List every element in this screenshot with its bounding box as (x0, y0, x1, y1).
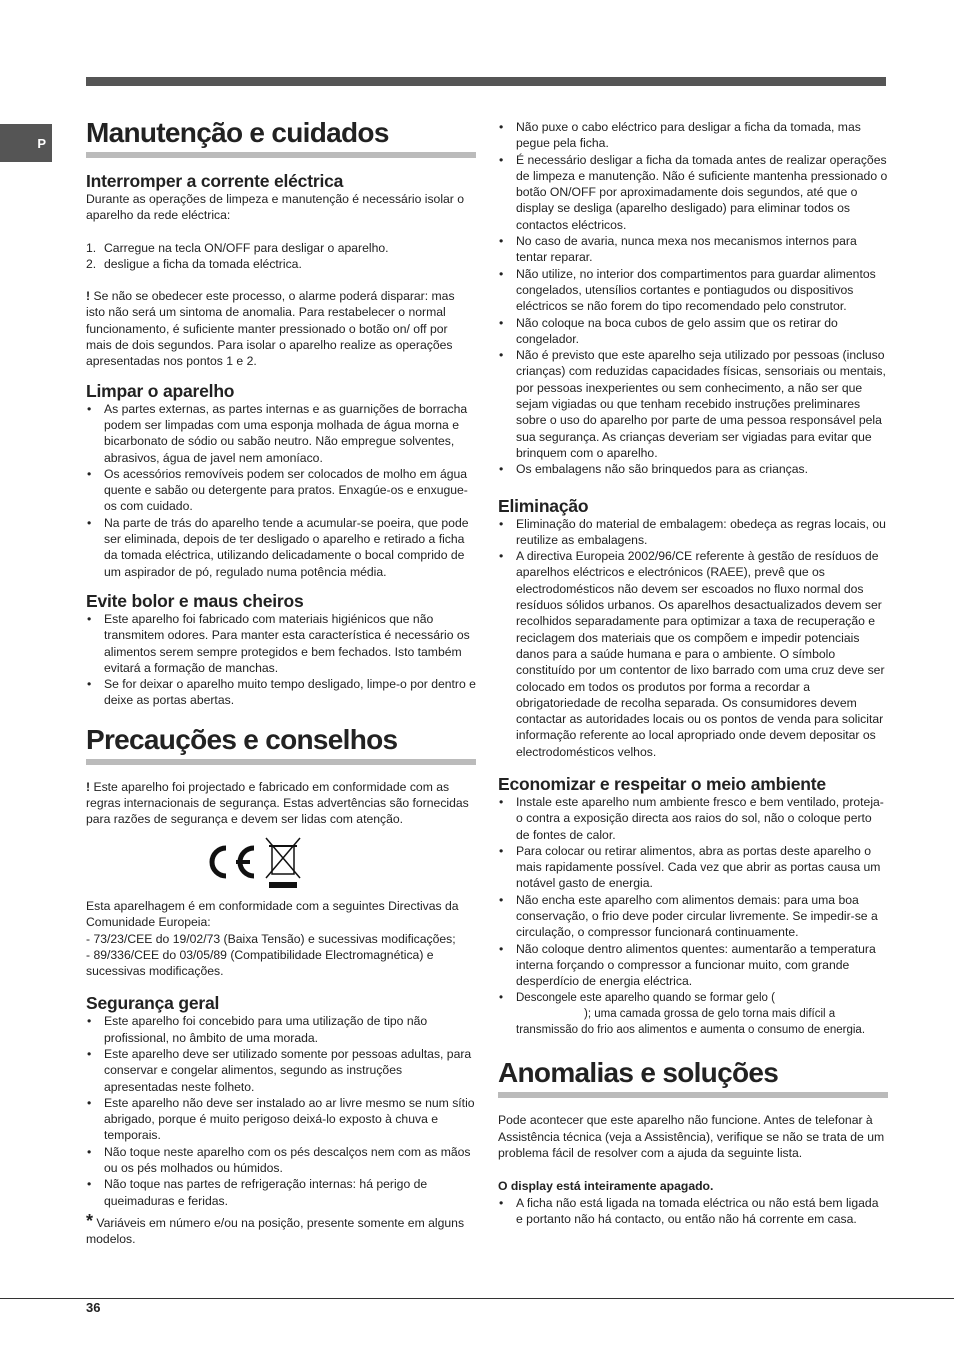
warning-mark: ! (86, 289, 91, 304)
bolor-list (86, 611, 476, 709)
anomalias-list (498, 1195, 888, 1228)
precaucoes-right-list (498, 119, 888, 478)
list-item: • Eliminação do material de embalagem: obedeça as regras locais, ou reutilize as embalagens. (498, 516, 888, 549)
list-item: • Não utilize, no interior dos compartimentos para guardar alimentos congelados, utensílios cortantes e pontiagudos ou dispositivos eléctricos se não forem do tipo recomendado pelo construtor. (498, 266, 888, 315)
directive-1: - 73/23/CEE do 19/02/73 (Baixa Tensão) e sucessivas modificações; (86, 931, 456, 946)
limpar-list (86, 401, 476, 580)
list-item: 2. desligue a ficha da tomada eléctrica. (86, 256, 302, 271)
footnote-mark: * (86, 1210, 94, 1231)
list-item: • A ficha não está ligada na tomada eléctrica ou não está bem ligada e portanto não há contacto, ou então não há corrente em casa. (498, 1195, 888, 1228)
precaucoes-warning: ! Este aparelho foi projectado e fabricado em conformidade com as regras internacionais de segurança. Estas advertências são fornecidas para razões de segurança e devem ser lidas com atenção. (86, 779, 469, 827)
list-item: 1. Carregue na tecla ON/OFF para desligar o aparelho. (86, 240, 389, 255)
list-item: • Não encha este aparelho com alimentos demais: para uma boa conservação, o frio deve poder circular livremente. Se impedir-se a circulação, o compressor funcionará continuamente. (498, 892, 888, 941)
directive-2: - 89/336/CEE do 03/05/89 (Compatibilidade Electromagnética) e sucessivas modificações. (86, 947, 434, 979)
interromper-steps (86, 240, 476, 273)
list-item: • Não toque neste aparelho com os pés descalços nem com as mãos ou os pés molhados ou húmidos. (86, 1144, 476, 1177)
heading-interromper: Interromper a corrente eléctrica (86, 171, 344, 191)
interromper-warning: ! Se não se obedecer este processo, o alarme poderá disparar: mas isto não será um sintoma de anomalia. Para restabelecer o normal funcionamento, é suficiente manter pressionado o botão on/ off por mais de dois segundos. Para isolar o aparelho realize as operações apresentadas nos pontos 1 e 2. (86, 289, 455, 369)
heading-economizar: Economizar e respeitar o meio ambiente (498, 773, 826, 794)
footer-rule (0, 1298, 954, 1299)
warning-mark: ! (86, 779, 91, 794)
footnote: * Variáveis em número e/ou na posição, presente somente em alguns modelos. (86, 1210, 465, 1247)
anomalias-intro: Pode acontecer que este aparelho não funcione. Antes de telefonar à Assistência técnica (veja a Assistência), verifique se não se trata de um problema fácil de resolver com a ajuda da seguinte lista. (498, 1113, 885, 1161)
interromper-intro: Durante as operações de limpeza e manutenção é necessário isolar o aparelho da rede eléctrica: (86, 192, 465, 223)
left-column (86, 116, 476, 1248)
list-item: • As partes externas, as partes internas e as guarnições de borracha podem ser limpadas com uma esponja molhada de água morna e bicarbonato de sódio ou sabão neutro. Não empregue solventes, abrasivos, água de javel nem amoníaco. (86, 401, 476, 466)
heading-seguranca: Segurança geral (86, 993, 220, 1014)
top-bar (86, 77, 886, 86)
crossed-bin-icon (266, 838, 300, 888)
list-item: • Não coloque dentro alimentos quentes: aumentarão a temperatura interna forçando o compressor a funcionar muito, com grande desperdício de energia eléctrica. (498, 941, 888, 990)
list-item: • Os acessórios removíveis podem ser colocados de molho em água quente e sabão ou detergente para pratos. Enxagúe-os e enxugue-os com cuidado. (86, 466, 476, 515)
list-item: • Este aparelho foi concebido para uma utilização de tipo não profissional, no âmbito de uma morada. (86, 1013, 476, 1046)
eliminacao-list (498, 516, 888, 760)
page-number: 36 (86, 1300, 101, 1315)
economizar-list (498, 794, 888, 1038)
heading-eliminacao: Eliminação (498, 495, 589, 516)
section-title-manutencao: Manutenção e cuidados (86, 116, 476, 158)
seguranca-list (86, 1013, 476, 1209)
list-item: • Este aparelho deve ser utilizado somente por pessoas adultas, para conservar e congelar alimentos, segundo as instruções apresentadas neste folheto. (86, 1046, 476, 1095)
heading-bolor: Evite bolor e maus cheiros (86, 590, 304, 611)
list-item: • Descongele este aparelho quando se formar gelo ( ); uma camada grossa de gelo torna mais difícil a transmissão do frio aos alimentos e aumenta o consumo de energia. (498, 990, 888, 1039)
list-item: • Não puxe o cabo eléctrico para desligar a ficha da tomada, mas pegue pela ficha. (498, 119, 888, 152)
section-title-precaucoes: Precauções e conselhos (86, 723, 476, 765)
list-item: • É necessário desligar a ficha da tomada antes de realizar operações de limpeza e manutenção. Não é suficiente mantenha pressionado o botão ON/OFF por aproximadamente dois segundos, até que o display se desliga (aparelho desligado) para eliminar todos os contactos eléctricos. (498, 152, 888, 233)
list-item: • Não é previsto que este aparelho seja utilizado por pessoas (incluso crianças) com reduzidas capacidades físicas, sensoriais ou mentais, por pessoas inexperientes ou sem conhecimento, a não ser que sejam vigiadas ou que tenham recebido instruções preliminares sobre o uso do aparelho por parte de uma pessoa responsável pela sua segurança. As crianças deveriam ser vigiadas para evitar que brinquem com o aparelho. (498, 347, 888, 461)
problem-heading: O display está inteiramente apagado. (498, 1179, 714, 1194)
list-item: • A directiva Europeia 2002/96/CE referente à gestão de resíduos de aparelhos eléctricos e electrónicos (RAEE), prevê que os electrodomésticos não devem ser escoados no fluxo normal dos resíduos sólidos urbanos. Os aparelhos desactualizados devem ser recolhidos separadamente para optimizar a taxa de recuperação e reciclagem dos materiais que os compõem e impedir potenciais danos para a saúde humana e para o ambiente. O símbolo constituído por um contentor de lixo barrado com uma cruz deve ser colocado em todos os produtos por forma a recordar a obrigatoriedade de recolha separada. Os consumidores devem contactar as autoridades locais ou os pontos de venda para solicitar informação referente ao local apropriado onde devem depositar os electrodomésticos velhos. (498, 548, 888, 760)
list-item: • Os embalagens não são brinquedos para as crianças. (498, 461, 888, 477)
directives-intro: Esta aparelhagem é em conformidade com a seguintes Directivas da Comunidade Europeia: (86, 898, 459, 930)
list-item: • Este aparelho foi fabricado com materiais higiénicos que não transmitem odores. Para manter esta característica é necessário os alimentos serem sempre protegidos e bem fechados. Isto também evitará a formação de manchas. (86, 611, 476, 676)
list-item: • Na parte de trás do aparelho tende a acumular-se poeira, que pode ser eliminada, depois de ter desligado o aparelho e retirado a ficha da tomada eléctrica, utilizando delicadamente o bocal comprido de um aspirador de pó, regulado numa potência média. (86, 515, 476, 580)
list-item: • Para colocar ou retirar alimentos, abra as portas deste aparelho o mais rapidamente possível. Cada vez que abrir as portas causa um notável gasto de energia. (498, 843, 888, 892)
heading-limpar: Limpar o aparelho (86, 380, 235, 401)
list-item: • Se for deixar o aparelho muito tempo desligado, limpe-o por dentro e deixe as portas abertas. (86, 676, 476, 709)
section-title-anomalias: Anomalias e soluções (498, 1056, 888, 1098)
right-column (498, 119, 888, 1227)
list-item: • No caso de avaria, nunca mexa nos mecanismos internos para tentar reparar. (498, 233, 888, 266)
list-item: • Este aparelho não deve ser instalado ao ar livre mesmo se num sítio abrigado, porque é muito perigoso deixá-lo exposto à chuva e temporais. (86, 1095, 476, 1144)
list-item: • Instale este aparelho num ambiente fresco e bem ventilado, proteja-o contra a exposição directa aos raios do sol, não o coloque perto de fontes de calor. (498, 794, 888, 843)
list-item: • Não coloque na boca cubos de gelo assim que os retirar do congelador. (498, 315, 888, 348)
list-item: • Não toque nas partes de refrigeração internas: há perigo de queimaduras e feridas. (86, 1176, 476, 1209)
ce-mark-icon (196, 834, 306, 890)
language-tab: P (0, 124, 52, 162)
